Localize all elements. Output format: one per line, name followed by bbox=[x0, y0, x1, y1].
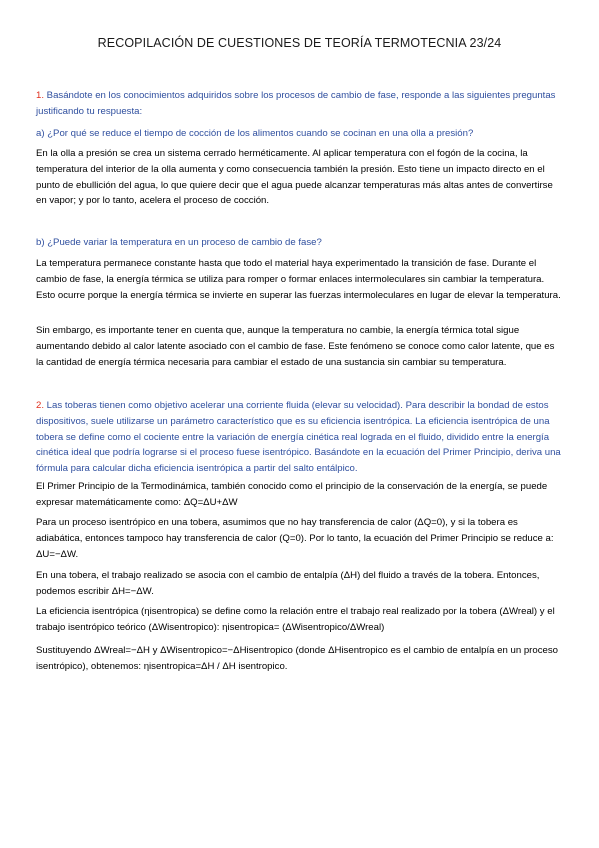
question-1-text: Basándote en los conocimientos adquiridos sobre los procesos de cambio de fase, responde a las siguientes preguntas justificando tu respuesta: bbox=[36, 90, 556, 117]
page-title: RECOPILACIÓN DE CUESTIONES DE TEORÍA TERMOTECNIA 23/24 bbox=[97, 36, 502, 50]
question-1-prompt bbox=[36, 88, 562, 120]
answer-1b-paragraph-1: La temperatura permanece constante hasta que todo el material haya experimentado la transición de fase. Durante el cambio de fase, la energía térmica se utiliza para romper o formar enlaces intermoleculares sin cambiar la temperatura. Esto ocurre porque la energía térmica se invierte en superar las fuerzas intermoleculares en lugar de elevar la temperatura. bbox=[36, 258, 561, 301]
question-1-number: 1. bbox=[36, 90, 45, 101]
question-1b: b) ¿Puede variar la temperatura en un proceso de cambio de fase? bbox=[36, 237, 322, 248]
answer-2-paragraph-4: La eficiencia isentrópica (ηisentropica) se define como la relación entre el trabajo real realizado por la tobera (ΔWreal) y el trabajo isentrópico teórico (ΔWisentropico): ηisentropica= (ΔWisentropico/ΔWreal) bbox=[36, 606, 555, 633]
answer-1a: En la olla a presión se crea un sistema cerrado herméticamente. Al aplicar temperatura con el fogón de la cocina, la temperatura del interior de la olla aumenta y como consecuencia también la presión. Esto tiene un impacto directo en el punto de ebullición del agua, lo que quiere decir que el agua puede alcanzar temperaturas más altas antes de convertirse en vapor; y por lo tanto, acelera el proceso de cocción. bbox=[36, 148, 553, 207]
answer-2-paragraph-3: En una tobera, el trabajo realizado se asocia con el cambio de entalpía (ΔH) del fluido a través de la tobera. Entonces, podemos escribir ΔH=−ΔW. bbox=[36, 570, 540, 597]
answer-2-paragraph-5: Sustituyendo ΔWreal=−ΔH y ΔWisentropico=−ΔHisentropico (donde ΔHisentropico es el cambio de entalpía en un proceso isentrópico), obtenemos: ηisentropica=ΔH / ΔH isentropico. bbox=[36, 645, 558, 672]
answer-2-paragraph-1: El Primer Principio de la Termodinámica, también conocido como el principio de la conservación de la energía, se puede expresar matemáticamente como: ΔQ=ΔU+ΔW bbox=[36, 481, 548, 508]
answer-2-paragraph-2: Para un proceso isentrópico en una tobera, asumimos que no hay transferencia de calor (ΔQ=0), y si la tobera es adiabática, entonces tampoco hay transferencia de calor (Q=0). Por lo tanto, la ecuación del Primer Principio se reduce a: ΔU=−ΔW. bbox=[36, 517, 554, 560]
answer-1b-paragraph-2: Sin embargo, es importante tener en cuenta que, aunque la temperatura no cambie, la energía térmica total sigue aumentando debido al calor latente asociado con el cambio de fase. Este fenómeno se conoce como calor latente, que es la cantidad de energía térmica necesaria para cambiar el estado de una sustancia sin cambiar su temperatura. bbox=[36, 325, 555, 368]
question-1a: a) ¿Por qué se reduce el tiempo de cocción de los alimentos cuando se cocinan en una olla a presión? bbox=[36, 128, 474, 139]
question-2-number: 2. bbox=[36, 400, 45, 411]
question-2-prompt bbox=[36, 398, 562, 477]
question-2-text: Las toberas tienen como objetivo acelerar una corriente fluida (elevar su velocidad). Para describir la bondad de estos dispositivos, suele utilizarse un parámetro característico que es su eficiencia isentrópica. La eficiencia isentrópica de una tobera se define como el cociente entre la variación de energía cinética real lograda en el fluido, dividido entre la energía cinética ideal que podría lograrse si el proceso fuese isentrópico. Basándote en la ecuación del Primer Principio, deriva una fórmula para calcular dicha eficiencia isentrópica a partir del salto entálpico. bbox=[36, 400, 561, 475]
